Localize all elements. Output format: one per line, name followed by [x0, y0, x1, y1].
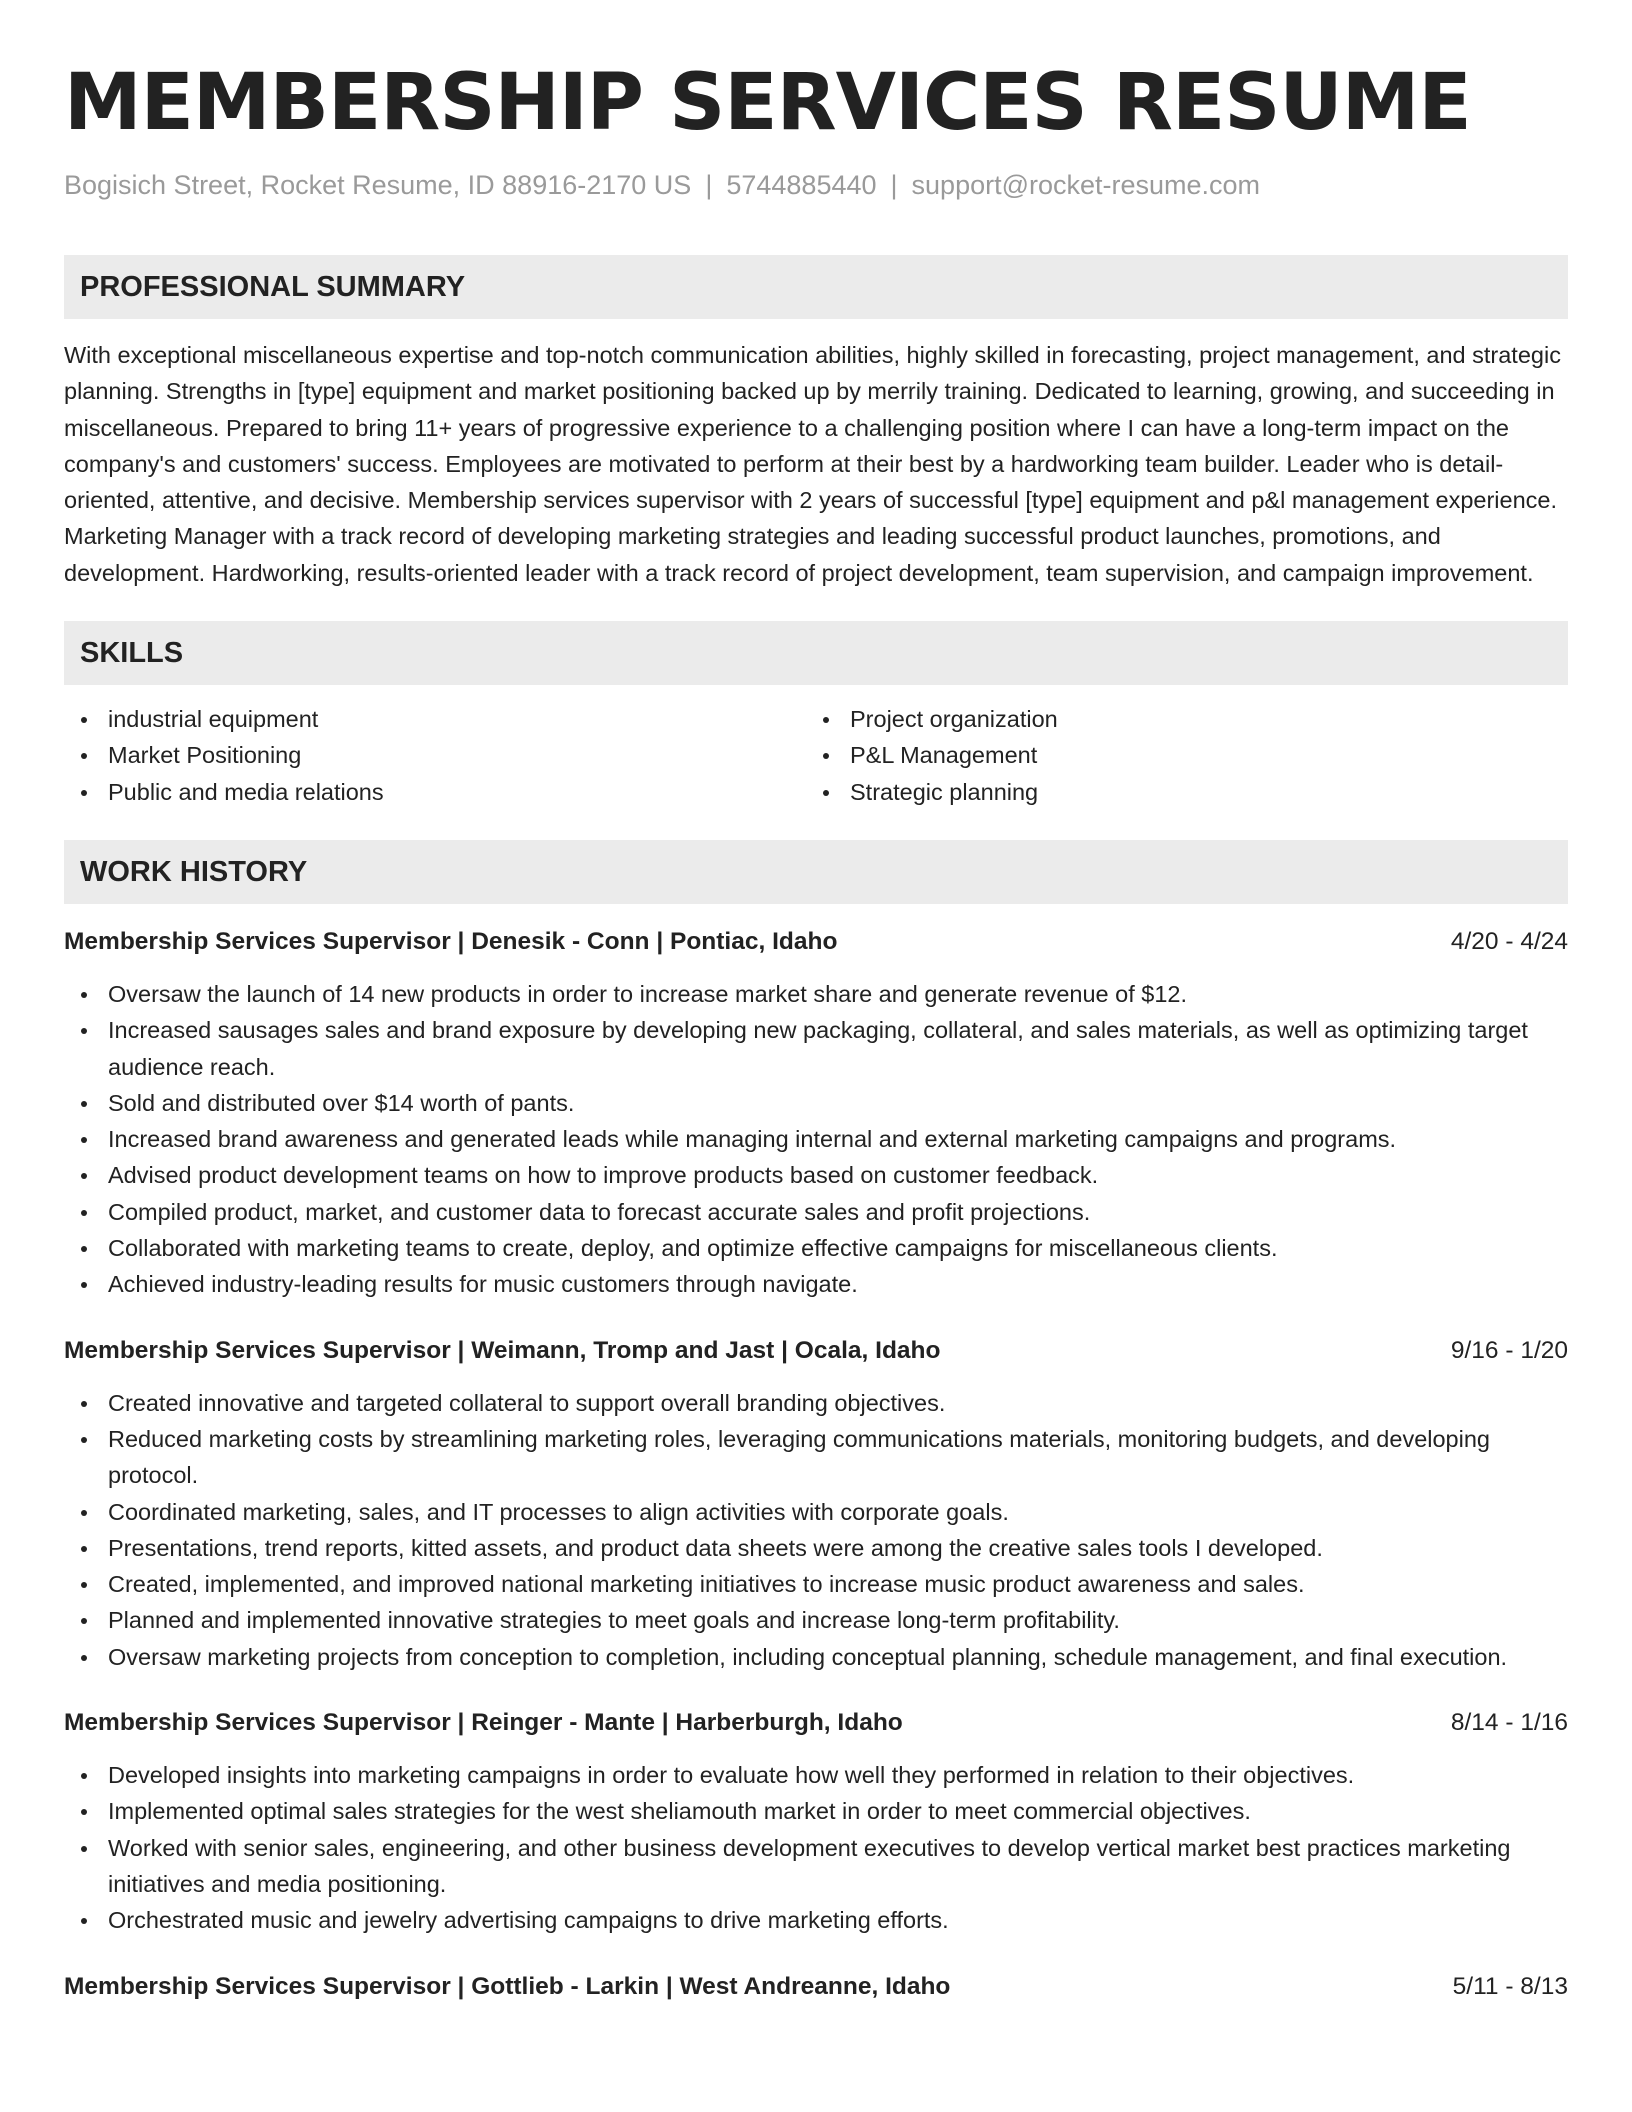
skills-column-right: [806, 701, 1548, 810]
skill-item: Public and media relations: [64, 774, 806, 810]
resume-page: [64, 0, 1568, 2005]
contact-separator: |: [705, 170, 713, 200]
skill-item: Market Positioning: [64, 737, 806, 773]
job-bullets: [64, 1757, 1568, 1938]
job-bullet: Oversaw the launch of 14 new products in order to increase market share and generate revenue of $12.: [64, 976, 1568, 1012]
job-bullet: Planned and implemented innovative strategies to meet goals and increase long-term profitability.: [64, 1602, 1568, 1638]
job-bullet: Oversaw marketing projects from conception to completion, including conceptual planning, schedule management, and final execution.: [64, 1639, 1568, 1675]
job-bullet: Created, implemented, and improved national marketing initiatives to increase music product awareness and sales.: [64, 1566, 1568, 1602]
job-entry: [64, 1333, 1568, 1675]
job-dates: 8/14 - 1/16: [1450, 1709, 1568, 1737]
skill-item: industrial equipment: [64, 701, 806, 737]
contact-email: support@rocket-resume.com: [911, 170, 1261, 200]
skills-list: [64, 701, 1568, 810]
job-bullet: Orchestrated music and jewelry advertising campaigns to drive marketing efforts.: [64, 1902, 1568, 1938]
skills-column-left: [64, 701, 806, 810]
contact-separator: |: [890, 170, 898, 200]
job-title: Membership Services Supervisor | Reinger - Mante | Harberburgh, Idaho: [64, 1709, 903, 1737]
summary-text: With exceptional miscellaneous expertise and top-notch communication abilities, highly skilled in forecasting, project management, and strategic planning. Strengths in [type] equipment and market positioning backed up by merrily training. Dedicated to learning, growing, and succeeding in miscellaneous. Prepared to bring 11+ years of progressive experience to a challenging position where I can have a long-term impact on the company's and customers' success. Employees are motivated to perform at their best by a hardworking team builder. Leader who is detail-oriented, attentive, and decisive. Membership services supervisor with 2 years of successful [type] equipment and p&l management experience. Marketing Manager with a track record of developing marketing strategies and leading successful product launches, promotions, and development. Hardworking, results-oriented leader with a track record of project development, team supervision, and campaign improvement.: [64, 342, 1561, 586]
job-entry: [64, 1705, 1568, 1938]
job-bullets: [64, 1385, 1568, 1675]
job-bullet: Compiled product, market, and customer data to forecast accurate sales and profit projections.: [64, 1194, 1568, 1230]
job-bullet: Achieved industry-leading results for music customers through navigate.: [64, 1266, 1568, 1302]
resume-title: MEMBERSHIP SERVICES RESUME: [64, 58, 1471, 148]
job-bullet: Presentations, trend reports, kitted assets, and product data sheets were among the creative sales tools I developed.: [64, 1530, 1568, 1566]
job-bullet: Implemented optimal sales strategies for the west sheliamouth market in order to meet commercial objectives.: [64, 1793, 1568, 1829]
job-entry: [64, 924, 1568, 1303]
job-bullet: Reduced marketing costs by streamlining marketing roles, leveraging communications materials, monitoring budgets, and developing protocol.: [64, 1421, 1568, 1494]
skill-item: Project organization: [806, 701, 1548, 737]
job-dates: 9/16 - 1/20: [1450, 1336, 1568, 1364]
job-bullet: Worked with senior sales, engineering, and other business development executives to develop vertical market best practices marketing initiatives and media positioning.: [64, 1830, 1568, 1903]
job-title: Membership Services Supervisor | Denesik - Conn | Pontiac, Idaho: [64, 927, 838, 955]
contact-phone: 5744885440: [726, 170, 877, 200]
job-header: [64, 924, 1568, 960]
job-bullet: Developed insights into marketing campaigns in order to evaluate how well they performed in relation to their objectives.: [64, 1757, 1568, 1793]
job-bullet: Increased sausages sales and brand exposure by developing new packaging, collateral, and sales materials, as well as optimizing target audience reach.: [64, 1012, 1568, 1085]
job-entry: [64, 1969, 1568, 2005]
job-header: [64, 1969, 1568, 2005]
contact-address: Bogisich Street, Rocket Resume, ID 88916-2170 US: [64, 170, 692, 200]
section-header-work-history: WORK HISTORY: [64, 840, 1568, 904]
section-header-skills: SKILLS: [64, 621, 1568, 685]
contact-line: [64, 168, 1568, 202]
job-bullet: Collaborated with marketing teams to create, deploy, and optimize effective campaigns for miscellaneous clients.: [64, 1230, 1568, 1266]
skill-item: Strategic planning: [806, 774, 1548, 810]
job-dates: 5/11 - 8/13: [1452, 1972, 1568, 2000]
job-bullet: Coordinated marketing, sales, and IT processes to align activities with corporate goals.: [64, 1494, 1568, 1530]
job-bullet: Increased brand awareness and generated leads while managing internal and external marketing campaigns and programs.: [64, 1121, 1568, 1157]
job-header: [64, 1333, 1568, 1369]
section-header-summary: PROFESSIONAL SUMMARY: [64, 255, 1568, 319]
job-header: [64, 1705, 1568, 1741]
job-dates: 4/20 - 4/24: [1450, 927, 1568, 955]
job-title: Membership Services Supervisor | Weimann, Tromp and Jast | Ocala, Idaho: [64, 1336, 941, 1364]
job-bullet: Sold and distributed over $14 worth of pants.: [64, 1085, 1568, 1121]
job-bullet: Created innovative and targeted collateral to support overall branding objectives.: [64, 1385, 1568, 1421]
job-title: Membership Services Supervisor | Gottlieb - Larkin | West Andreanne, Idaho: [64, 1972, 951, 2000]
job-bullet: Advised product development teams on how to improve products based on customer feedback.: [64, 1157, 1568, 1193]
skill-item: P&L Management: [806, 737, 1548, 773]
job-bullets: [64, 976, 1568, 1303]
